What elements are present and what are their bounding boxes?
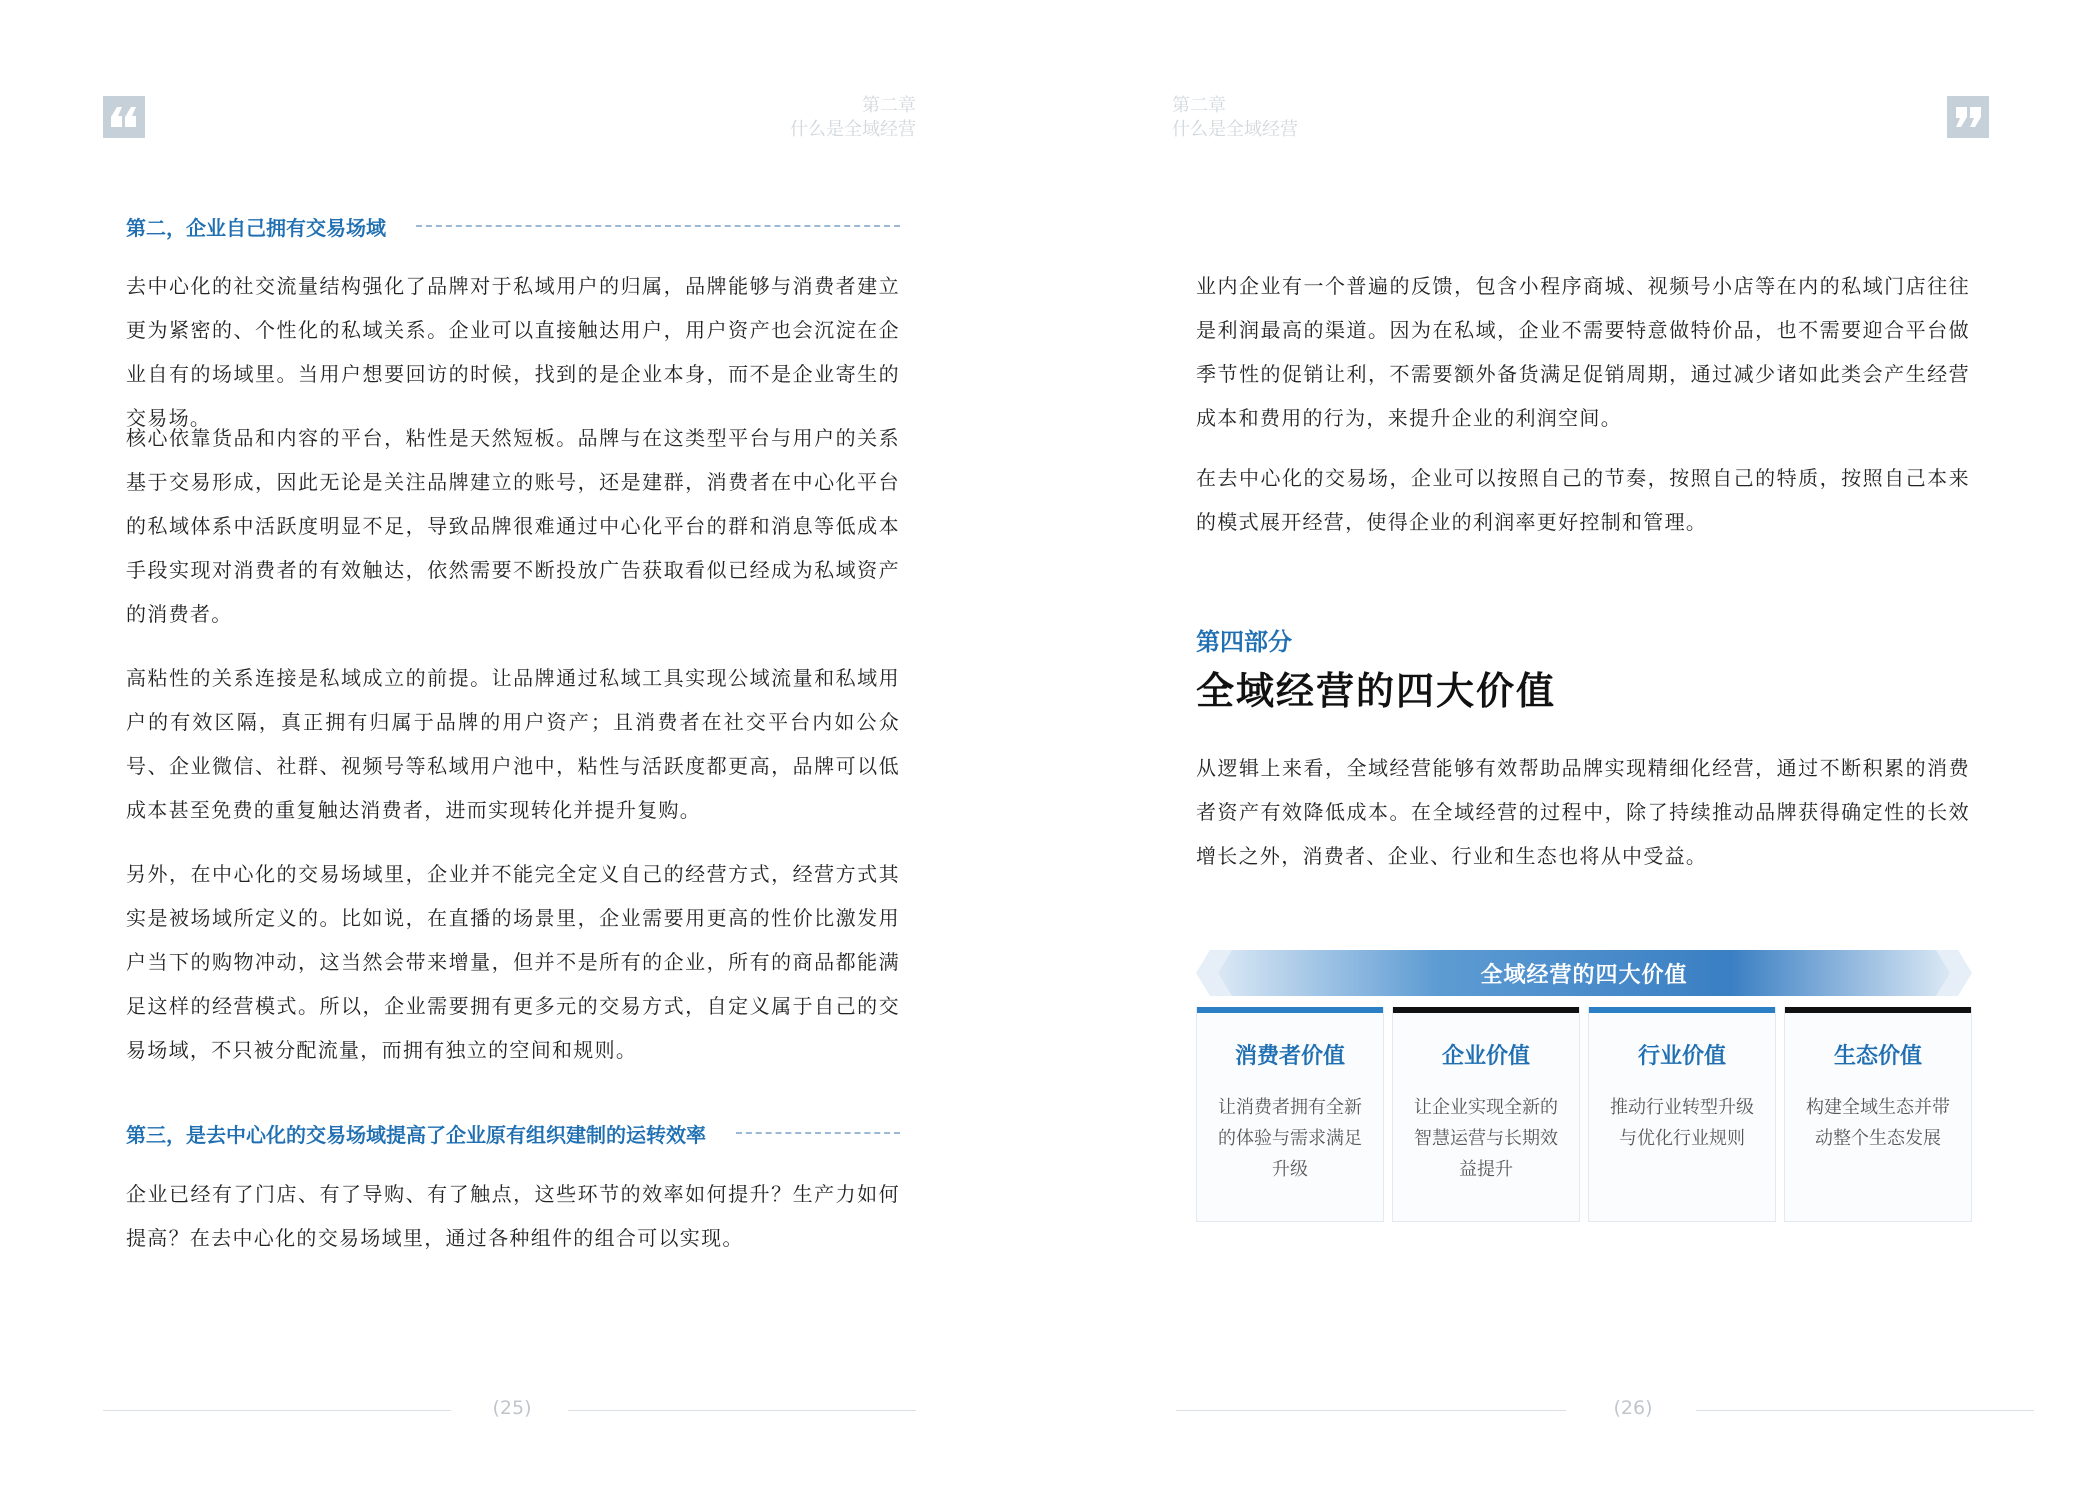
value-card-industry <box>1588 1007 1776 1222</box>
body-paragraph: 核心依靠货品和内容的平台，粘性是天然短板。品牌与在这类型平台与用户的关系基于交易形成，因此无论是关注品牌建立的账号，还是建群，消费者在中心化平台的私域体系中活跃度明显不足，导致品牌很难通过中心化平台的群和消息等低成本手段实现对消费者的有效触达，依然需要不断投放广告获取看似已经成为私域资产的消费者。 <box>126 426 900 626</box>
body-paragraph: 去中心化的社交流量结构强化了品牌对于私域用户的归属，品牌能够与消费者建立更为紧密的、个性化的私域关系。企业可以直接触达用户，用户资产也会沉淀在企业自有的场域里。当用户想要回访的时候，找到的是企业本身，而不是企业寄生的交易场。 <box>126 274 900 430</box>
section-heading <box>126 1118 900 1148</box>
right-page <box>1043 0 2086 1491</box>
body-paragraph: 高粘性的关系连接是私域成立的前提。让品牌通过私域工具实现公域流量和私域用户的有效区隔，真正拥有归属于品牌的用户资产；且消费者在社交平台内如公众号、企业微信、社群、视频号等私域用户池中，粘性与活跃度都更高，品牌可以低成本甚至免费的重复触达消费者，进而实现转化并提升复购。 <box>126 666 900 822</box>
header-chapter: 第二章 <box>862 95 916 116</box>
card-top-bar <box>1589 1007 1775 1013</box>
header-subtitle: 什么是全域经营 <box>790 119 916 140</box>
footer-rule <box>103 1410 451 1411</box>
card-title: 行业价值 <box>1637 1044 1726 1069</box>
page-number: (26) <box>1613 1397 1653 1419</box>
card-top-bar <box>1393 1007 1579 1013</box>
body-paragraph: 在去中心化的交易场，企业可以按照自己的节奏，按照自己的特质，按照自己本来的模式展开经营，使得企业的利润率更好控制和管理。 <box>1196 466 1970 534</box>
value-banner <box>1196 950 1972 996</box>
part-label: 第四部分 <box>1196 628 1292 656</box>
card-description: 让企业实现全新的智慧运营与长期效益提升 <box>1414 1097 1558 1180</box>
card-description: 构建全域生态并带动整个生态发展 <box>1806 1097 1950 1149</box>
body-paragraph: 业内企业有一个普遍的反馈，包含小程序商城、视频号小店等在内的私域门店往往是利润最高的渠道。因为在私域，企业不需要特意做特价品，也不需要迎合平台做季节性的促销让利，不需要额外备货满足促销周期，通过减少诸如此类会产生经营成本和费用的行为，来提升企业的利润空间。 <box>1196 274 1970 430</box>
part-title: 全域经营的四大价值 <box>1196 669 1557 713</box>
close-quote-icon <box>1947 96 1989 138</box>
running-header <box>790 94 916 142</box>
card-top-bar <box>1785 1007 1971 1013</box>
card-top-bar <box>1197 1007 1383 1013</box>
body-paragraph: 企业已经有了门店、有了导购、有了触点，这些环节的效率如何提升？生产力如何提高？在去中心化的交易场域里，通过各种组件的组合可以实现。 <box>126 1182 900 1250</box>
section-heading-text: 第三，是去中心化的交易场域提高了企业原有组织建制的运转效率 <box>126 1122 706 1147</box>
value-card-ecosystem <box>1784 1007 1972 1222</box>
value-card-consumer <box>1196 1007 1384 1222</box>
open-quote-icon <box>103 96 145 138</box>
section-heading <box>126 211 900 241</box>
header-subtitle: 什么是全域经营 <box>1172 119 1298 140</box>
footer-rule <box>1696 1410 2034 1411</box>
card-description: 让消费者拥有全新的体验与需求满足升级 <box>1218 1097 1362 1180</box>
card-description: 推动行业转型升级与优化行业规则 <box>1610 1097 1754 1149</box>
footer-rule <box>568 1410 916 1411</box>
value-cards <box>1196 1007 1972 1222</box>
card-title: 生态价值 <box>1833 1044 1922 1069</box>
heading-dashed-rule <box>416 225 900 227</box>
page-number: (25) <box>492 1397 532 1419</box>
running-header <box>1172 94 1298 142</box>
section-heading-text: 第二，企业自己拥有交易场域 <box>126 215 386 240</box>
heading-dashed-rule <box>736 1132 900 1134</box>
header-chapter: 第二章 <box>1172 95 1226 116</box>
footer-rule <box>1176 1410 1566 1411</box>
value-card-enterprise <box>1392 1007 1580 1222</box>
banner-title: 全域经营的四大价值 <box>1480 962 1688 988</box>
card-title: 企业价值 <box>1441 1044 1530 1069</box>
body-paragraph: 从逻辑上来看，全域经营能够有效帮助品牌实现精细化经营，通过不断积累的消费者资产有效降低成本。在全域经营的过程中，除了持续推动品牌获得确定性的长效增长之外，消费者、企业、行业和生态也将从中受益。 <box>1196 756 1970 868</box>
card-title: 消费者价值 <box>1234 1044 1345 1069</box>
body-paragraph: 另外，在中心化的交易场域里，企业并不能完全定义自己的经营方式，经营方式其实是被场域所定义的。比如说，在直播的场景里，企业需要用更高的性价比激发用户当下的购物冲动，这当然会带来增量，但并不是所有的企业，所有的商品都能满足这样的经营模式。所以，企业需要拥有更多元的交易方式，自定义属于自己的交易场域，不只被分配流量，而拥有独立的空间和规则。 <box>126 862 900 1062</box>
